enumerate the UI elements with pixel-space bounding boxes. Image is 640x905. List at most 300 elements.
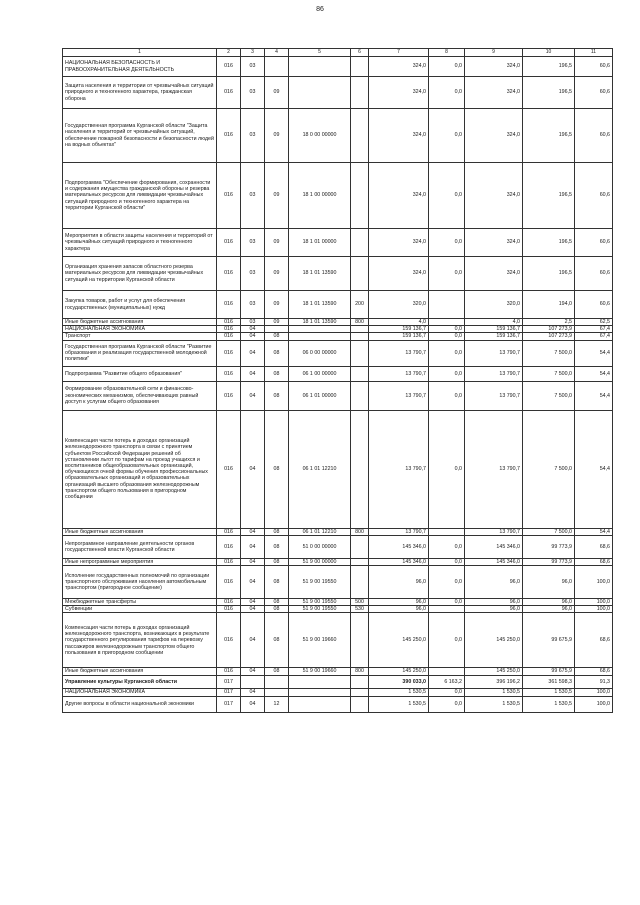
- row-name: Другие вопросы в области национальной экономики: [63, 696, 217, 712]
- approved-amount: 96,0: [369, 606, 429, 613]
- table-row: [63, 599, 613, 606]
- refined-amount: 96,0: [465, 599, 523, 606]
- section-code: 04: [241, 366, 265, 381]
- subsection-code: 08: [265, 606, 289, 613]
- approved-amount: 13 790,7: [369, 528, 429, 535]
- target-article-code: 18 1 01 13590: [289, 257, 351, 291]
- target-article-code: 18 1 00 00000: [289, 163, 351, 229]
- executed-amount: 107 273,9: [523, 333, 575, 340]
- section-code: 04: [241, 333, 265, 340]
- column-header: 4: [265, 49, 289, 57]
- executed-amount: 2,5: [523, 319, 575, 326]
- target-article-code: 06 1 00 00000: [289, 366, 351, 381]
- section-code: 04: [241, 606, 265, 613]
- subsection-code: 08: [265, 366, 289, 381]
- change-amount: 0,0: [429, 566, 465, 599]
- grbs-code: 016: [217, 535, 241, 558]
- refined-amount: 324,0: [465, 77, 523, 109]
- section-code: 04: [241, 599, 265, 606]
- grbs-code: 016: [217, 381, 241, 410]
- table-row: [63, 109, 613, 163]
- refined-amount: 145 250,0: [465, 613, 523, 668]
- table-row: [63, 77, 613, 109]
- execution-percent: 60,6: [575, 57, 613, 77]
- approved-amount: 390 033,0: [369, 675, 429, 688]
- row-name: Транспорт: [63, 333, 217, 340]
- grbs-code: 016: [217, 340, 241, 366]
- column-header: 9: [465, 49, 523, 57]
- section-code: 04: [241, 696, 265, 712]
- expense-type-code: [351, 77, 369, 109]
- refined-amount: 159 136,7: [465, 326, 523, 333]
- grbs-code: 016: [217, 566, 241, 599]
- approved-amount: 13 790,7: [369, 340, 429, 366]
- change-amount: 0,0: [429, 340, 465, 366]
- executed-amount: 96,0: [523, 566, 575, 599]
- execution-percent: 54,4: [575, 340, 613, 366]
- grbs-code: 016: [217, 613, 241, 668]
- table-row: [63, 57, 613, 77]
- executed-amount: 7 500,0: [523, 528, 575, 535]
- expense-type-code: 500: [351, 599, 369, 606]
- row-name: Компенсация части потерь в доходах организаций железнодорожного транспорта, возникающих в результате государственного регулирования тарифов на перевозку пассажиров железнодорожным транспортом общего пользования в пригородном сообщении: [63, 613, 217, 668]
- refined-amount: 13 790,7: [465, 381, 523, 410]
- grbs-code: 016: [217, 163, 241, 229]
- refined-amount: 13 790,7: [465, 528, 523, 535]
- change-amount: [429, 668, 465, 675]
- change-amount: 0,0: [429, 326, 465, 333]
- grbs-code: 016: [217, 57, 241, 77]
- execution-percent: 68,6: [575, 558, 613, 565]
- subsection-code: 08: [265, 599, 289, 606]
- approved-amount: 324,0: [369, 77, 429, 109]
- column-header: 7: [369, 49, 429, 57]
- refined-amount: 324,0: [465, 57, 523, 77]
- refined-amount: 324,0: [465, 109, 523, 163]
- table-row: [63, 668, 613, 675]
- target-article-code: 51 9 00 00000: [289, 558, 351, 565]
- table-row: [63, 675, 613, 688]
- grbs-code: 016: [217, 668, 241, 675]
- approved-amount: 96,0: [369, 599, 429, 606]
- expense-type-code: [351, 340, 369, 366]
- approved-amount: 13 790,7: [369, 410, 429, 528]
- subsection-code: 09: [265, 319, 289, 326]
- row-name: Компенсация части потерь в доходах организаций железнодорожного транспорта в связи с принятием субъектом Российской Федерации решений об установлении льгот по тарифам на проезд учащихся и воспитанников общеобразовательных организаций, обучающихся очной формы обучения профессиональных образовательных организаций и образовательных организаций высшего образования железнодорожным транспортом общего пользования в пригородном сообщении: [63, 410, 217, 528]
- column-header: 8: [429, 49, 465, 57]
- row-name: Защита населения и территории от чрезвычайных ситуаций природного и техногенного характера, гражданская оборона: [63, 77, 217, 109]
- refined-amount: 145 346,0: [465, 535, 523, 558]
- target-article-code: 51 9 00 19550: [289, 606, 351, 613]
- table-row: [63, 558, 613, 565]
- grbs-code: 016: [217, 109, 241, 163]
- table-row: [63, 613, 613, 668]
- execution-percent: 68,6: [575, 535, 613, 558]
- approved-amount: 13 790,7: [369, 366, 429, 381]
- row-name: Закупка товаров, работ и услуг для обеспечения государственных (муниципальных) нужд: [63, 291, 217, 319]
- approved-amount: 1 530,5: [369, 688, 429, 696]
- executed-amount: 194,0: [523, 291, 575, 319]
- expense-type-code: 800: [351, 319, 369, 326]
- execution-percent: 60,6: [575, 257, 613, 291]
- expense-type-code: [351, 696, 369, 712]
- change-amount: 6 163,2: [429, 675, 465, 688]
- refined-amount: 96,0: [465, 606, 523, 613]
- section-code: 04: [241, 535, 265, 558]
- refined-amount: 13 790,7: [465, 366, 523, 381]
- target-article-code: [289, 57, 351, 77]
- section-code: 04: [241, 566, 265, 599]
- target-article-code: 06 0 00 00000: [289, 340, 351, 366]
- table-row: [63, 163, 613, 229]
- approved-amount: 1 530,5: [369, 696, 429, 712]
- change-amount: 0,0: [429, 535, 465, 558]
- target-article-code: 06 1 01 00000: [289, 381, 351, 410]
- grbs-code: 017: [217, 688, 241, 696]
- grbs-code: 016: [217, 229, 241, 257]
- section-code: 04: [241, 688, 265, 696]
- approved-amount: 4,0: [369, 319, 429, 326]
- subsection-code: 08: [265, 558, 289, 565]
- expense-type-code: 800: [351, 668, 369, 675]
- row-name: Организация хранения запасов областного резерва материальных ресурсов для ликвидации чрезвычайных ситуаций на территории Курганской области: [63, 257, 217, 291]
- column-header: 11: [575, 49, 613, 57]
- approved-amount: 159 136,7: [369, 333, 429, 340]
- subsection-code: 08: [265, 613, 289, 668]
- execution-percent: 68,6: [575, 668, 613, 675]
- page-number: 86: [316, 6, 324, 13]
- row-name: Формирование образовательной сети и финансово-экономических механизмов, обеспечивающих равный доступ к услугам общего образования: [63, 381, 217, 410]
- grbs-code: 016: [217, 366, 241, 381]
- expense-type-code: [351, 566, 369, 599]
- expense-type-code: [351, 229, 369, 257]
- execution-percent: 68,6: [575, 613, 613, 668]
- table-row: [63, 229, 613, 257]
- executed-amount: 96,0: [523, 599, 575, 606]
- section-code: 04: [241, 558, 265, 565]
- row-name: Иные бюджетные ассигнования: [63, 668, 217, 675]
- refined-amount: 324,0: [465, 163, 523, 229]
- table-row: [63, 410, 613, 528]
- section-code: 03: [241, 163, 265, 229]
- grbs-code: 016: [217, 326, 241, 333]
- target-article-code: [289, 688, 351, 696]
- change-amount: 0,0: [429, 688, 465, 696]
- expense-type-code: [351, 558, 369, 565]
- refined-amount: 13 790,7: [465, 410, 523, 528]
- subsection-code: [265, 688, 289, 696]
- execution-percent: 60,6: [575, 229, 613, 257]
- execution-percent: 54,4: [575, 528, 613, 535]
- executed-amount: 196,5: [523, 229, 575, 257]
- subsection-code: 12: [265, 696, 289, 712]
- expense-type-code: 530: [351, 606, 369, 613]
- subsection-code: 09: [265, 163, 289, 229]
- section-code: 04: [241, 381, 265, 410]
- column-header: 1: [63, 49, 217, 57]
- executed-amount: 361 598,3: [523, 675, 575, 688]
- row-name: НАЦИОНАЛЬНАЯ ЭКОНОМИКА: [63, 688, 217, 696]
- table-row: [63, 688, 613, 696]
- expense-type-code: [351, 333, 369, 340]
- executed-amount: 196,5: [523, 257, 575, 291]
- section-code: 03: [241, 109, 265, 163]
- subsection-code: 09: [265, 77, 289, 109]
- grbs-code: 016: [217, 599, 241, 606]
- subsection-code: 08: [265, 668, 289, 675]
- refined-amount: 324,0: [465, 229, 523, 257]
- execution-percent: 60,6: [575, 109, 613, 163]
- executed-amount: 7 500,0: [523, 410, 575, 528]
- executed-amount: 196,5: [523, 163, 575, 229]
- table-row: [63, 291, 613, 319]
- approved-amount: 324,0: [369, 163, 429, 229]
- executed-amount: 7 500,0: [523, 381, 575, 410]
- column-header: 5: [289, 49, 351, 57]
- expense-type-code: [351, 381, 369, 410]
- expense-type-code: [351, 535, 369, 558]
- execution-percent: 100,0: [575, 688, 613, 696]
- subsection-code: 09: [265, 109, 289, 163]
- change-amount: [429, 528, 465, 535]
- section-code: 04: [241, 668, 265, 675]
- execution-percent: 100,0: [575, 599, 613, 606]
- target-article-code: 51 0 00 00000: [289, 535, 351, 558]
- table-row: [63, 381, 613, 410]
- subsection-code: 08: [265, 566, 289, 599]
- row-name: Подпрограмма "Развитие общего образования": [63, 366, 217, 381]
- section-code: 03: [241, 57, 265, 77]
- change-amount: [429, 319, 465, 326]
- subsection-code: 08: [265, 381, 289, 410]
- refined-amount: 320,0: [465, 291, 523, 319]
- target-article-code: 51 9 00 19660: [289, 668, 351, 675]
- section-code: 04: [241, 340, 265, 366]
- execution-percent: 67,4: [575, 326, 613, 333]
- change-amount: 0,0: [429, 558, 465, 565]
- approved-amount: 145 250,0: [369, 613, 429, 668]
- row-name: Непрограммное направление деятельности органов государственной власти Курганской области: [63, 535, 217, 558]
- grbs-code: 016: [217, 410, 241, 528]
- refined-amount: 1 530,5: [465, 696, 523, 712]
- refined-amount: 96,0: [465, 566, 523, 599]
- change-amount: 0,0: [429, 410, 465, 528]
- expense-type-code: [351, 326, 369, 333]
- section-code: 04: [241, 326, 265, 333]
- table-row: [63, 606, 613, 613]
- executed-amount: 99 675,9: [523, 668, 575, 675]
- grbs-code: 016: [217, 319, 241, 326]
- execution-percent: 60,6: [575, 163, 613, 229]
- column-header: 3: [241, 49, 265, 57]
- approved-amount: 159 136,7: [369, 326, 429, 333]
- subsection-code: 09: [265, 291, 289, 319]
- section-code: 04: [241, 613, 265, 668]
- row-name: Межбюджетные трансферты: [63, 599, 217, 606]
- target-article-code: 18 1 01 13590: [289, 291, 351, 319]
- grbs-code: 016: [217, 606, 241, 613]
- change-amount: 0,0: [429, 57, 465, 77]
- subsection-code: [265, 675, 289, 688]
- row-name: Управление культуры Курганской области: [63, 675, 217, 688]
- table-row: [63, 257, 613, 291]
- table-row: [63, 319, 613, 326]
- approved-amount: 13 790,7: [369, 381, 429, 410]
- change-amount: 0,0: [429, 229, 465, 257]
- approved-amount: 96,0: [369, 566, 429, 599]
- subsection-code: 08: [265, 340, 289, 366]
- change-amount: 0,0: [429, 613, 465, 668]
- change-amount: 0,0: [429, 696, 465, 712]
- grbs-code: 016: [217, 528, 241, 535]
- table-row: [63, 696, 613, 712]
- change-amount: 0,0: [429, 366, 465, 381]
- executed-amount: 196,5: [523, 77, 575, 109]
- execution-percent: 60,6: [575, 291, 613, 319]
- executed-amount: 7 500,0: [523, 366, 575, 381]
- target-article-code: 18 1 01 00000: [289, 229, 351, 257]
- target-article-code: 18 0 00 00000: [289, 109, 351, 163]
- executed-amount: 99 675,9: [523, 613, 575, 668]
- subsection-code: 09: [265, 229, 289, 257]
- expense-type-code: [351, 410, 369, 528]
- target-article-code: 06 1 01 12210: [289, 528, 351, 535]
- execution-percent: 54,4: [575, 366, 613, 381]
- target-article-code: 51 9 00 19660: [289, 613, 351, 668]
- row-name: Иные непрограммные мероприятия: [63, 558, 217, 565]
- change-amount: [429, 291, 465, 319]
- execution-percent: 100,0: [575, 566, 613, 599]
- grbs-code: 016: [217, 333, 241, 340]
- subsection-code: 08: [265, 535, 289, 558]
- refined-amount: 145 346,0: [465, 558, 523, 565]
- subsection-code: 08: [265, 528, 289, 535]
- target-article-code: [289, 696, 351, 712]
- execution-percent: 62,5: [575, 319, 613, 326]
- approved-amount: 324,0: [369, 257, 429, 291]
- execution-percent: 100,0: [575, 696, 613, 712]
- execution-percent: 54,4: [575, 410, 613, 528]
- refined-amount: 396 196,2: [465, 675, 523, 688]
- grbs-code: 016: [217, 257, 241, 291]
- subsection-code: [265, 326, 289, 333]
- row-name: Государственная программа Курганской области "Развитие образования и реализация государственной молодежной политики": [63, 340, 217, 366]
- table-row: [63, 326, 613, 333]
- row-name: Субвенции: [63, 606, 217, 613]
- target-article-code: [289, 77, 351, 109]
- refined-amount: 145 250,0: [465, 668, 523, 675]
- change-amount: 0,0: [429, 109, 465, 163]
- approved-amount: 145 346,0: [369, 535, 429, 558]
- execution-percent: 91,3: [575, 675, 613, 688]
- target-article-code: [289, 333, 351, 340]
- refined-amount: 159 136,7: [465, 333, 523, 340]
- section-code: 03: [241, 319, 265, 326]
- executed-amount: 1 530,5: [523, 696, 575, 712]
- section-code: 04: [241, 528, 265, 535]
- expense-type-code: [351, 57, 369, 77]
- budget-table: [62, 48, 613, 713]
- table-header-row: [63, 49, 613, 57]
- expense-type-code: [351, 675, 369, 688]
- execution-percent: 60,6: [575, 77, 613, 109]
- section-code: 03: [241, 257, 265, 291]
- target-article-code: 18 1 01 13590: [289, 319, 351, 326]
- row-name: Иные бюджетные ассигнования: [63, 528, 217, 535]
- grbs-code: 017: [217, 675, 241, 688]
- target-article-code: [289, 675, 351, 688]
- change-amount: 0,0: [429, 333, 465, 340]
- section-code: 03: [241, 291, 265, 319]
- expense-type-code: [351, 688, 369, 696]
- refined-amount: 13 790,7: [465, 340, 523, 366]
- execution-percent: 54,4: [575, 381, 613, 410]
- approved-amount: 145 346,0: [369, 558, 429, 565]
- executed-amount: 96,0: [523, 606, 575, 613]
- expense-type-code: [351, 613, 369, 668]
- change-amount: 0,0: [429, 599, 465, 606]
- section-code: [241, 675, 265, 688]
- expense-type-code: 200: [351, 291, 369, 319]
- grbs-code: 016: [217, 291, 241, 319]
- expense-type-code: [351, 109, 369, 163]
- row-name: НАЦИОНАЛЬНАЯ БЕЗОПАСНОСТЬ И ПРАВООХРАНИТЕЛЬНАЯ ДЕЯТЕЛЬНОСТЬ: [63, 57, 217, 77]
- expense-type-code: [351, 366, 369, 381]
- executed-amount: 196,5: [523, 57, 575, 77]
- approved-amount: 320,0: [369, 291, 429, 319]
- change-amount: 0,0: [429, 77, 465, 109]
- subsection-code: 08: [265, 410, 289, 528]
- execution-percent: 100,0: [575, 606, 613, 613]
- grbs-code: 016: [217, 558, 241, 565]
- row-name: НАЦИОНАЛЬНАЯ ЭКОНОМИКА: [63, 326, 217, 333]
- subsection-code: 08: [265, 333, 289, 340]
- target-article-code: 51 9 00 19550: [289, 566, 351, 599]
- refined-amount: 324,0: [465, 257, 523, 291]
- table-row: [63, 366, 613, 381]
- table-row: [63, 528, 613, 535]
- target-article-code: 51 9 00 19550: [289, 599, 351, 606]
- executed-amount: 7 500,0: [523, 340, 575, 366]
- executed-amount: 99 773,9: [523, 558, 575, 565]
- refined-amount: 4,0: [465, 319, 523, 326]
- change-amount: [429, 606, 465, 613]
- section-code: 03: [241, 77, 265, 109]
- row-name: Иные бюджетные ассигнования: [63, 319, 217, 326]
- approved-amount: 324,0: [369, 229, 429, 257]
- executed-amount: 196,5: [523, 109, 575, 163]
- expense-type-code: 800: [351, 528, 369, 535]
- expense-type-code: [351, 163, 369, 229]
- section-code: 03: [241, 229, 265, 257]
- row-name: Мероприятия в области защиты населения и территорий от чрезвычайных ситуаций природного и техногенного характера: [63, 229, 217, 257]
- change-amount: 0,0: [429, 257, 465, 291]
- row-name: Государственная программа Курганской области "Защита населения и территорий от чрезвычайных ситуаций, обеспечение пожарной безопасности и безопасности людей на водных объектах": [63, 109, 217, 163]
- executed-amount: 1 530,5: [523, 688, 575, 696]
- subsection-code: 09: [265, 257, 289, 291]
- expense-type-code: [351, 257, 369, 291]
- table-row: [63, 535, 613, 558]
- execution-percent: 67,4: [575, 333, 613, 340]
- approved-amount: 324,0: [369, 57, 429, 77]
- executed-amount: 99 773,9: [523, 535, 575, 558]
- column-header: 6: [351, 49, 369, 57]
- target-article-code: 06 1 01 12210: [289, 410, 351, 528]
- column-header: 2: [217, 49, 241, 57]
- row-name: Подпрограмма "Обеспечение формирования, сохранности и содержания имущества гражданской обороны и резерва материальных ресурсов для ликвидации чрезвычайных ситуаций природного и техногенного характера на территории Курганской области": [63, 163, 217, 229]
- change-amount: 0,0: [429, 163, 465, 229]
- grbs-code: 016: [217, 77, 241, 109]
